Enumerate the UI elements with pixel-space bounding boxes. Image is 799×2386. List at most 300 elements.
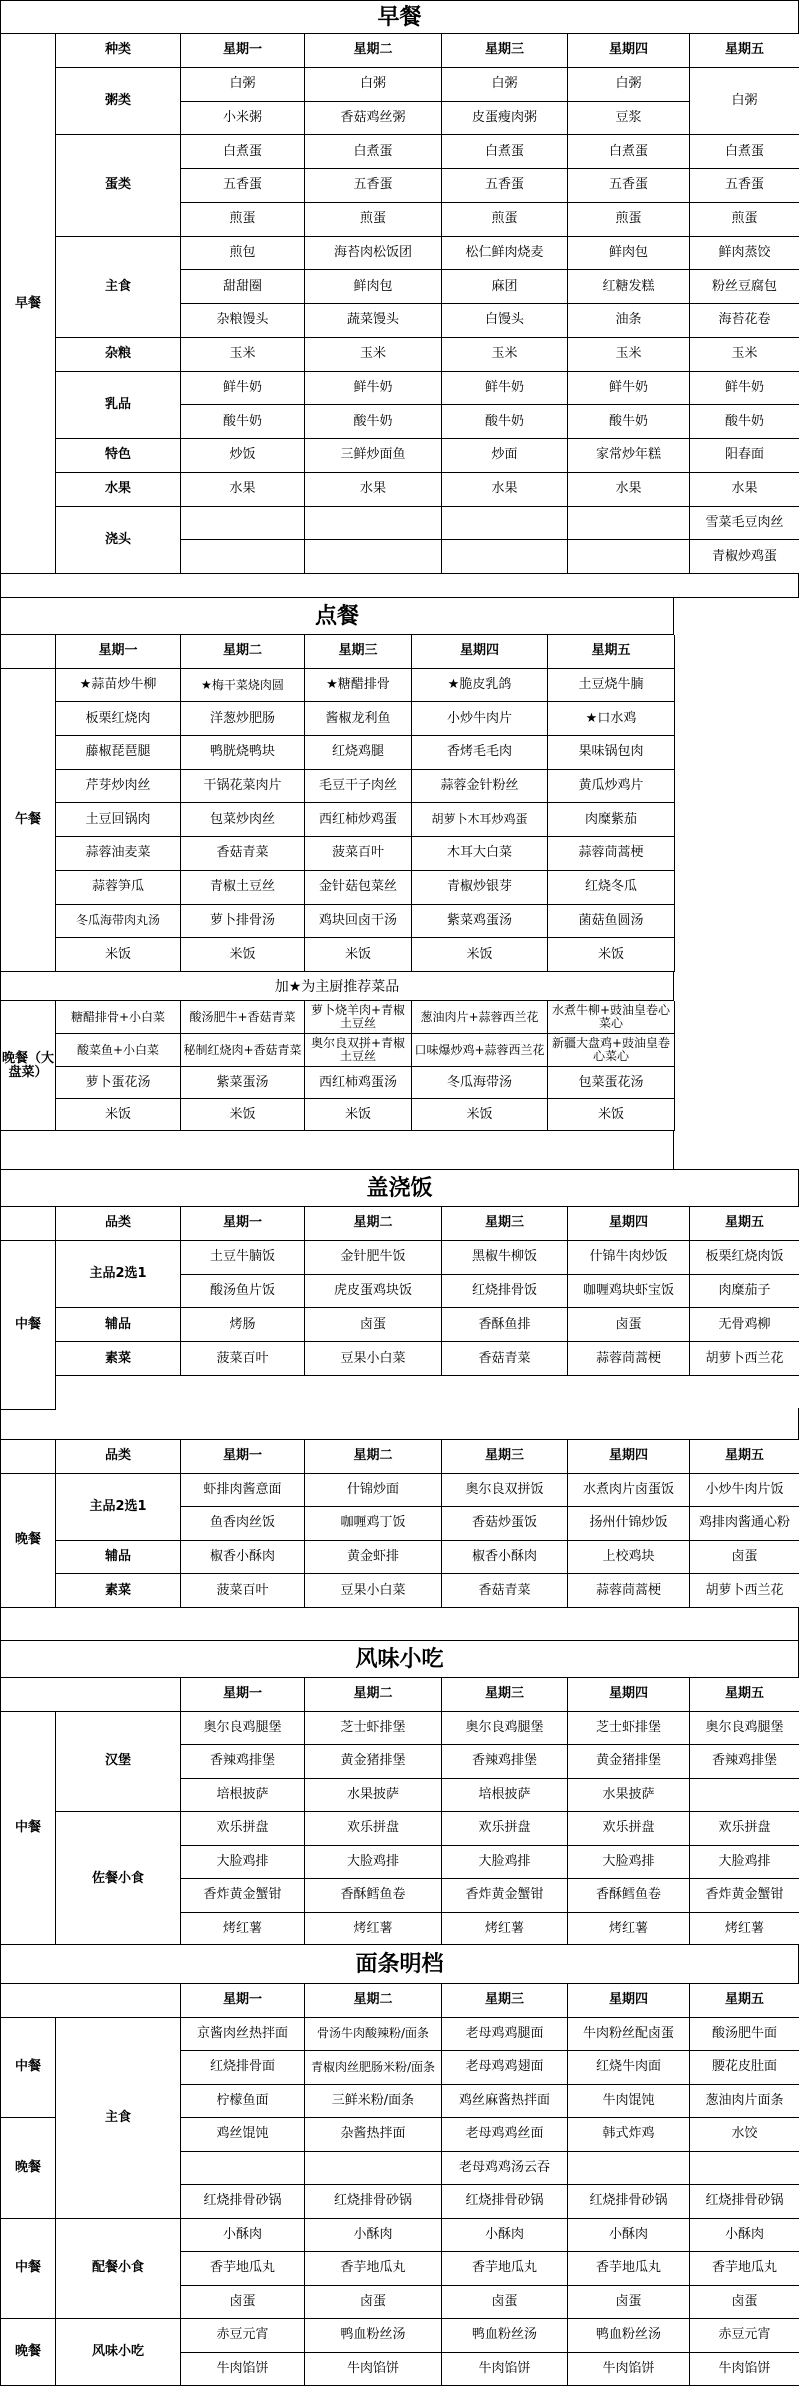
menu-item: 板栗红烧肉 bbox=[56, 702, 181, 736]
menu-item: 水煮牛柳+豉油皇卷心菜心 bbox=[548, 1001, 675, 1034]
menu-item: 白煮蛋 bbox=[181, 135, 305, 169]
menu-item: 五香蛋 bbox=[568, 169, 690, 203]
menu-item: 米饭 bbox=[181, 1099, 305, 1131]
menu-item: 奥尔良鸡腿堡 bbox=[442, 1712, 568, 1746]
menu-item: 水果披萨 bbox=[568, 1779, 690, 1813]
breakfast-table bbox=[0, 33, 799, 574]
menu-item: 奥尔良鸡腿堡 bbox=[181, 1712, 305, 1746]
menu-item: 酸汤鱼片饭 bbox=[181, 1275, 305, 1309]
menu-item: 香芋地瓜丸 bbox=[305, 2252, 442, 2286]
category-label: 配餐小食 bbox=[56, 2219, 181, 2320]
meal-label: 晚餐（大盘菜） bbox=[1, 1001, 56, 1131]
menu-item: 牛肉馅饼 bbox=[568, 2353, 690, 2386]
menu-item: 小酥肉 bbox=[690, 2219, 799, 2253]
menu-item: 白粥 bbox=[181, 68, 305, 102]
column-header: 星期二 bbox=[305, 1984, 442, 2018]
menu-item: ★蒜苗炒牛柳 bbox=[56, 669, 181, 703]
menu-item: 鸡丝麻酱热拌面 bbox=[442, 2085, 568, 2119]
menu-item: 酸汤肥牛+香菇青菜 bbox=[181, 1001, 305, 1034]
menu-item: 板栗红烧肉饭 bbox=[690, 1241, 799, 1275]
menu-item: 酸牛奶 bbox=[690, 405, 799, 439]
category-label: 主品2选1 bbox=[56, 1474, 181, 1541]
empty-cell bbox=[442, 507, 568, 541]
menu-item: 大脸鸡排 bbox=[181, 1846, 305, 1880]
menu-item: 小酥肉 bbox=[442, 2219, 568, 2253]
menu-item: 杂粮馒头 bbox=[181, 304, 305, 338]
menu-item: 金针菇包菜丝 bbox=[305, 871, 412, 905]
menu-item: 水果披萨 bbox=[305, 1779, 442, 1813]
menu-item: 大脸鸡排 bbox=[690, 1846, 799, 1880]
menu-item: 五香蛋 bbox=[305, 169, 442, 203]
menu-item: 白煮蛋 bbox=[690, 135, 799, 169]
category-label: 乳品 bbox=[56, 372, 181, 440]
menu-item: 杂酱热拌面 bbox=[305, 2118, 442, 2152]
meal-label: 中餐 bbox=[1, 1712, 56, 1947]
empty-cell bbox=[181, 540, 305, 574]
menu-item: 白粥 bbox=[690, 68, 799, 136]
menu-item: 金针肥牛饭 bbox=[305, 1241, 442, 1275]
menu-item: 萝卜蛋花汤 bbox=[56, 1067, 181, 1099]
menu-item: 上校鸡块 bbox=[568, 1541, 690, 1575]
category-label: 主品2选1 bbox=[56, 1241, 181, 1309]
menu-item: 香菇鸡丝粥 bbox=[305, 102, 442, 136]
menu-item: 鸡丝馄饨 bbox=[181, 2118, 305, 2152]
menu-item: 牛肉馅饼 bbox=[690, 2353, 799, 2386]
menu-item: 红糖发糕 bbox=[568, 270, 690, 304]
menu-item: 米饭 bbox=[412, 938, 548, 972]
menu-item: 冬瓜海带汤 bbox=[412, 1067, 548, 1099]
menu-item: 鸭血粉丝汤 bbox=[305, 2319, 442, 2353]
menu-item: 香酥鱼排 bbox=[442, 1308, 568, 1342]
column-header: 星期四 bbox=[568, 1207, 690, 1241]
menu-item: 葱油肉片面条 bbox=[690, 2085, 799, 2119]
menu-item: 咖喱鸡块虾宝饭 bbox=[568, 1275, 690, 1309]
menu-item: 小酥肉 bbox=[568, 2219, 690, 2253]
menu-item: 水果 bbox=[690, 473, 799, 507]
menu-item: 老母鸡鸡丝面 bbox=[442, 2118, 568, 2152]
column-header: 星期四 bbox=[568, 1440, 690, 1474]
menu-item: 青椒炒鸡蛋 bbox=[690, 540, 799, 574]
empty-cell bbox=[181, 2152, 305, 2186]
category-label: 水果 bbox=[56, 473, 181, 507]
menu-item: 水果 bbox=[305, 473, 442, 507]
menu-item: 鲜牛奶 bbox=[568, 372, 690, 406]
menu-item: ★脆皮乳鸽 bbox=[412, 669, 548, 703]
menu-item: 红烧排骨砂锅 bbox=[442, 2185, 568, 2219]
menu-item: 香酥鳕鱼卷 bbox=[568, 1879, 690, 1913]
category-label: 特色 bbox=[56, 439, 181, 473]
category-label: 杂粮 bbox=[56, 338, 181, 372]
menu-item: 白粥 bbox=[568, 68, 690, 102]
meal-label: 中餐 bbox=[1, 2219, 56, 2320]
category-label: 主食 bbox=[56, 2018, 181, 2219]
menu-item: 雪菜毛豆肉丝 bbox=[690, 507, 799, 541]
menu-item: 烤红薯 bbox=[690, 1913, 799, 1947]
column-header: 星期三 bbox=[305, 635, 412, 669]
empty-cell bbox=[305, 507, 442, 541]
menu-item: 香芋地瓜丸 bbox=[442, 2252, 568, 2286]
noodle-title: 面条明档 bbox=[0, 1944, 799, 1984]
menu-item: ★口水鸡 bbox=[548, 702, 675, 736]
breakfast-title: 早餐 bbox=[0, 0, 799, 34]
empty-cell bbox=[305, 2152, 442, 2186]
menu-item: 卤蛋 bbox=[305, 1308, 442, 1342]
menu-item: 煎蛋 bbox=[568, 203, 690, 237]
menu-item: 欢乐拼盘 bbox=[568, 1812, 690, 1846]
menu-item: 欢乐拼盘 bbox=[690, 1812, 799, 1846]
column-header: 星期一 bbox=[181, 1207, 305, 1241]
menu-item: 鲜肉包 bbox=[305, 270, 442, 304]
menu-item: 豆果小白菜 bbox=[305, 1342, 442, 1376]
menu-item: 水果 bbox=[568, 473, 690, 507]
menu-item: 菠菜百叶 bbox=[181, 1574, 305, 1608]
category-label: 风味小吃 bbox=[56, 2319, 181, 2386]
menu-item: 红烧排骨砂锅 bbox=[305, 2185, 442, 2219]
menu-item: 香辣鸡排堡 bbox=[690, 1745, 799, 1779]
category-label: 佐餐小食 bbox=[56, 1812, 181, 1946]
column-header: 星期五 bbox=[548, 635, 675, 669]
menu-item: 鸭血粉丝汤 bbox=[442, 2319, 568, 2353]
column-header: 星期三 bbox=[442, 34, 568, 68]
menu-item: 欢乐拼盘 bbox=[305, 1812, 442, 1846]
menu-item: 烤红薯 bbox=[442, 1913, 568, 1947]
menu-item: 酸牛奶 bbox=[181, 405, 305, 439]
menu-item: 白煮蛋 bbox=[305, 135, 442, 169]
menu-item: 口味爆炒鸡+蒜蓉西兰花 bbox=[412, 1034, 548, 1067]
menu-item: 小酥肉 bbox=[181, 2219, 305, 2253]
menu-item: 大脸鸡排 bbox=[305, 1846, 442, 1880]
menu-item: ★梅干菜烧肉圆 bbox=[181, 669, 305, 703]
menu-item: 烤红薯 bbox=[305, 1913, 442, 1947]
menu-item: 蒜蓉笋瓜 bbox=[56, 871, 181, 905]
menu-item: 糖醋排骨+小白菜 bbox=[56, 1001, 181, 1034]
order-dinner-table bbox=[0, 1000, 674, 1131]
empty-cell bbox=[305, 540, 442, 574]
meal-label: 中餐 bbox=[1, 2018, 56, 2119]
menu-item: 京酱肉丝热拌面 bbox=[181, 2018, 305, 2052]
menu-item: 老母鸡鸡汤云吞 bbox=[442, 2152, 568, 2186]
meal-label: 晚餐 bbox=[1, 2319, 56, 2386]
menu-item: 炒饭 bbox=[181, 439, 305, 473]
column-header: 星期四 bbox=[412, 635, 548, 669]
menu-item: 卤蛋 bbox=[690, 2286, 799, 2320]
menu-item: 大脸鸡排 bbox=[568, 1846, 690, 1880]
section-gap bbox=[0, 1130, 674, 1170]
column-header: 星期二 bbox=[305, 34, 442, 68]
rice-dinner-table bbox=[0, 1439, 799, 1608]
menu-item: 西红柿鸡蛋汤 bbox=[305, 1067, 412, 1099]
column-header: 品类 bbox=[56, 1207, 181, 1241]
empty-cell bbox=[568, 540, 690, 574]
menu-item: 豆果小白菜 bbox=[305, 1574, 442, 1608]
menu-item: 胡萝卜木耳炒鸡蛋 bbox=[412, 803, 548, 837]
menu-item: 鱼香肉丝饭 bbox=[181, 1507, 305, 1541]
menu-item: 酸牛奶 bbox=[568, 405, 690, 439]
menu-item: 鸭胱烧鸭块 bbox=[181, 736, 305, 770]
menu-item: 紫菜蛋汤 bbox=[181, 1067, 305, 1099]
menu-item: 牛肉馅饼 bbox=[305, 2353, 442, 2386]
menu-item: 奥尔良双拼饭 bbox=[442, 1474, 568, 1508]
menu-item: 香炸黄金蟹钳 bbox=[181, 1879, 305, 1913]
menu-item: 小米粥 bbox=[181, 102, 305, 136]
menu-item: 红烧冬瓜 bbox=[548, 871, 675, 905]
menu-item: 青椒炒银芽 bbox=[412, 871, 548, 905]
menu-item: 香芋地瓜丸 bbox=[181, 2252, 305, 2286]
menu-item: 鲜牛奶 bbox=[181, 372, 305, 406]
menu-item: 三鲜炒面鱼 bbox=[305, 439, 442, 473]
menu-item: 煎蛋 bbox=[305, 203, 442, 237]
menu-item: 鸡排肉酱通心粉 bbox=[690, 1507, 799, 1541]
menu-item: 蒜蓉油麦菜 bbox=[56, 837, 181, 871]
category-label: 蛋类 bbox=[56, 135, 181, 236]
menu-item: 蒜蓉茼蒿梗 bbox=[568, 1342, 690, 1376]
meal-label: 中餐 bbox=[1, 1241, 56, 1410]
menu-item: 五香蛋 bbox=[690, 169, 799, 203]
empty-cell bbox=[1, 635, 56, 669]
menu-item: 皮蛋瘦肉粥 bbox=[442, 102, 568, 136]
column-header: 星期五 bbox=[690, 1984, 799, 2018]
column-header: 星期五 bbox=[690, 1207, 799, 1241]
menu-item: 香辣鸡排堡 bbox=[181, 1745, 305, 1779]
menu-item: 西红柿炒鸡蛋 bbox=[305, 803, 412, 837]
column-header: 品类 bbox=[56, 1440, 181, 1474]
menu-item: 香菇青菜 bbox=[442, 1342, 568, 1376]
menu-item: ★糖醋排骨 bbox=[305, 669, 412, 703]
menu-item: 米饭 bbox=[548, 1099, 675, 1131]
menu-item: 肉糜茄子 bbox=[690, 1275, 799, 1309]
menu-item: 白煮蛋 bbox=[568, 135, 690, 169]
menu-item: 肉糜紫茄 bbox=[548, 803, 675, 837]
menu-item: 牛肉馅饼 bbox=[181, 2353, 305, 2386]
column-header: 星期二 bbox=[181, 635, 305, 669]
column-header: 星期二 bbox=[305, 1440, 442, 1474]
menu-item: 白煮蛋 bbox=[442, 135, 568, 169]
menu-item: 鲜牛奶 bbox=[690, 372, 799, 406]
menu-item: 冬瓜海带肉丸汤 bbox=[56, 905, 181, 939]
menu-item: 什锦炒面 bbox=[305, 1474, 442, 1508]
menu-item: 腰花皮肚面 bbox=[690, 2051, 799, 2085]
menu-item: 煎蛋 bbox=[442, 203, 568, 237]
menu-item: 松仁鲜肉烧麦 bbox=[442, 237, 568, 271]
menu-item: 米饭 bbox=[305, 938, 412, 972]
menu-item: 鲜牛奶 bbox=[442, 372, 568, 406]
menu-item: 卤蛋 bbox=[690, 1541, 799, 1575]
menu-item: 烤红薯 bbox=[568, 1913, 690, 1947]
menu-item: 酸汤肥牛面 bbox=[690, 2018, 799, 2052]
menu-item: 包菜炒肉丝 bbox=[181, 803, 305, 837]
menu-item: 毛豆干子肉丝 bbox=[305, 770, 412, 804]
section-gap bbox=[0, 1607, 799, 1641]
category-label: 汉堡 bbox=[56, 1712, 181, 1813]
column-header: 星期五 bbox=[690, 1678, 799, 1712]
menu-item: 秘制红烧肉+香菇青菜 bbox=[181, 1034, 305, 1067]
menu-item: 酱椒龙利鱼 bbox=[305, 702, 412, 736]
menu-item: 海苔花卷 bbox=[690, 304, 799, 338]
column-header: 星期三 bbox=[442, 1207, 568, 1241]
menu-item: 老母鸡鸡翅面 bbox=[442, 2051, 568, 2085]
category-label: 素菜 bbox=[56, 1574, 181, 1608]
column-header: 星期一 bbox=[56, 635, 181, 669]
menu-item: 麻团 bbox=[442, 270, 568, 304]
empty-cell bbox=[181, 507, 305, 541]
column-header: 星期二 bbox=[305, 1678, 442, 1712]
menu-item: 欢乐拼盘 bbox=[442, 1812, 568, 1846]
menu-item: 欢乐拼盘 bbox=[181, 1812, 305, 1846]
menu-item: 米饭 bbox=[412, 1099, 548, 1131]
menu-item: 米饭 bbox=[305, 1099, 412, 1131]
empty-cell bbox=[1, 1207, 56, 1241]
menu-item: 鸭血粉丝汤 bbox=[568, 2319, 690, 2353]
menu-item: 卤蛋 bbox=[181, 2286, 305, 2320]
menu-item: 白粥 bbox=[305, 68, 442, 102]
empty-cell bbox=[442, 540, 568, 574]
menu-item: 青椒肉丝肥肠米粉/面条 bbox=[305, 2051, 442, 2085]
menu-item: 煎包 bbox=[181, 237, 305, 271]
menu-item: 黄瓜炒鸡片 bbox=[548, 770, 675, 804]
menu-item: 虾排肉酱意面 bbox=[181, 1474, 305, 1508]
menu-item: 煎蛋 bbox=[690, 203, 799, 237]
menu-item: 烤红薯 bbox=[181, 1913, 305, 1947]
menu-item: 煎蛋 bbox=[181, 203, 305, 237]
column-header: 种类 bbox=[56, 34, 181, 68]
menu-item: 酸牛奶 bbox=[305, 405, 442, 439]
column-header: 星期一 bbox=[181, 1440, 305, 1474]
column-header: 星期四 bbox=[568, 34, 690, 68]
menu-item: 奥尔良鸡腿堡 bbox=[690, 1712, 799, 1746]
menu-item: 赤豆元宵 bbox=[181, 2319, 305, 2353]
menu-item: 小酥肉 bbox=[305, 2219, 442, 2253]
menu-item: 白粥 bbox=[442, 68, 568, 102]
menu-item: 红烧鸡腿 bbox=[305, 736, 412, 770]
menu-item: 米饭 bbox=[56, 1099, 181, 1131]
menu-item: 红烧排骨饭 bbox=[442, 1275, 568, 1309]
menu-item: 炒面 bbox=[442, 439, 568, 473]
column-header: 星期三 bbox=[442, 1440, 568, 1474]
column-header: 星期五 bbox=[690, 34, 799, 68]
menu-item: 牛肉馄饨 bbox=[568, 2085, 690, 2119]
menu-item: 小炒牛肉片饭 bbox=[690, 1474, 799, 1508]
menu-item: 大脸鸡排 bbox=[442, 1846, 568, 1880]
category-label: 辅品 bbox=[56, 1308, 181, 1342]
menu-item: 蒜蓉茼蒿梗 bbox=[568, 1574, 690, 1608]
menu-item: 椒香小酥肉 bbox=[181, 1541, 305, 1575]
menu-item: 白馒头 bbox=[442, 304, 568, 338]
column-header: 星期四 bbox=[568, 1984, 690, 2018]
menu-item: 红烧排骨面 bbox=[181, 2051, 305, 2085]
menu-item: 奥尔良双拼+青椒土豆丝 bbox=[305, 1034, 412, 1067]
order-lunch-table bbox=[0, 634, 674, 972]
snack-table bbox=[0, 1677, 799, 1946]
menu-item: 包菜蛋花汤 bbox=[548, 1067, 675, 1099]
menu-item: 木耳大白菜 bbox=[412, 837, 548, 871]
menu-item: 蒜蓉金针粉丝 bbox=[412, 770, 548, 804]
meal-label: 午餐 bbox=[1, 669, 56, 972]
menu-item: 黑椒牛柳饭 bbox=[442, 1241, 568, 1275]
menu-item: 玉米 bbox=[305, 338, 442, 372]
column-header: 星期五 bbox=[690, 1440, 799, 1474]
menu-item: 蔬菜馒头 bbox=[305, 304, 442, 338]
menu-item: 甜甜圈 bbox=[181, 270, 305, 304]
menu-item: 红烧排骨砂锅 bbox=[568, 2185, 690, 2219]
menu-item: 香菇青菜 bbox=[181, 837, 305, 871]
column-header: 星期三 bbox=[442, 1678, 568, 1712]
menu-item: 红烧牛肉面 bbox=[568, 2051, 690, 2085]
empty-cell bbox=[568, 2152, 690, 2186]
menu-item: 胡萝卜西兰花 bbox=[690, 1342, 799, 1376]
menu-item: 胡萝卜西兰花 bbox=[690, 1574, 799, 1608]
menu-item: 酸菜鱼+小白菜 bbox=[56, 1034, 181, 1067]
menu-item: 香辣鸡排堡 bbox=[442, 1745, 568, 1779]
menu-item: 香芋地瓜丸 bbox=[568, 2252, 690, 2286]
menu-item: 小炒牛肉片 bbox=[412, 702, 548, 736]
empty-cell bbox=[1, 1984, 181, 2018]
menu-item: 柠檬鱼面 bbox=[181, 2085, 305, 2119]
menu-item: 黄金虾排 bbox=[305, 1541, 442, 1575]
category-label: 主食 bbox=[56, 237, 181, 338]
menu-item: 鲜肉包 bbox=[568, 237, 690, 271]
menu-item: 骨汤牛肉酸辣粉/面条 bbox=[305, 2018, 442, 2052]
menu-item: 水果 bbox=[442, 473, 568, 507]
empty-cell bbox=[1, 1440, 56, 1474]
column-header: 星期二 bbox=[305, 1207, 442, 1241]
menu-item: 蒜蓉茼蒿梗 bbox=[548, 837, 675, 871]
menu-item: 萝卜排骨汤 bbox=[181, 905, 305, 939]
menu-item: 酸牛奶 bbox=[442, 405, 568, 439]
menu-item: 鲜肉蒸饺 bbox=[690, 237, 799, 271]
menu-item: 藤椒琵琶腿 bbox=[56, 736, 181, 770]
empty-cell bbox=[690, 2152, 799, 2186]
menu-item: 无骨鸡柳 bbox=[690, 1308, 799, 1342]
menu-item: 培根披萨 bbox=[442, 1779, 568, 1813]
menu-item: 香烤毛毛肉 bbox=[412, 736, 548, 770]
menu-item: 菌菇鱼圆汤 bbox=[548, 905, 675, 939]
menu-item: 烤肠 bbox=[181, 1308, 305, 1342]
menu-item: 新疆大盘鸡+豉油皇卷心菜心 bbox=[548, 1034, 675, 1067]
menu-item: 咖喱鸡丁饭 bbox=[305, 1507, 442, 1541]
menu-item: 扬州什锦炒饭 bbox=[568, 1507, 690, 1541]
column-header: 星期一 bbox=[181, 1984, 305, 2018]
order-title: 点餐 bbox=[0, 597, 674, 635]
meal-label: 早餐 bbox=[1, 34, 56, 574]
menu-item: 香酥鳕鱼卷 bbox=[305, 1879, 442, 1913]
menu-item: 米饭 bbox=[181, 938, 305, 972]
menu-item: 果味锅包肉 bbox=[548, 736, 675, 770]
category-label: 粥类 bbox=[56, 68, 181, 136]
menu-item: 粉丝豆腐包 bbox=[690, 270, 799, 304]
menu-item: 玉米 bbox=[568, 338, 690, 372]
menu-item: 芝士虾排堡 bbox=[305, 1712, 442, 1746]
menu-item: 卤蛋 bbox=[568, 1308, 690, 1342]
empty-cell bbox=[690, 1779, 799, 1813]
menu-item: 米饭 bbox=[56, 938, 181, 972]
menu-item: 黄金猪排堡 bbox=[305, 1745, 442, 1779]
empty-cell bbox=[1, 1678, 181, 1712]
menu-item: 萝卜烧羊肉+青椒土豆丝 bbox=[305, 1001, 412, 1034]
noodle-table bbox=[0, 1983, 799, 2386]
chef-recommend-note: 加★为主厨推荐菜品 bbox=[0, 971, 674, 1001]
rice-lunch-table bbox=[0, 1206, 799, 1410]
menu-item: 什锦牛肉炒饭 bbox=[568, 1241, 690, 1275]
category-label: 辅品 bbox=[56, 1541, 181, 1575]
menu-item: 海苔肉松饭团 bbox=[305, 237, 442, 271]
menu-item: 鲜牛奶 bbox=[305, 372, 442, 406]
menu-item: 红烧排骨砂锅 bbox=[690, 2185, 799, 2219]
menu-item: 培根披萨 bbox=[181, 1779, 305, 1813]
menu-item: 牛肉粉丝配卤蛋 bbox=[568, 2018, 690, 2052]
menu-item: 玉米 bbox=[181, 338, 305, 372]
menu-item: 香芋地瓜丸 bbox=[690, 2252, 799, 2286]
menu-item: 韩式炸鸡 bbox=[568, 2118, 690, 2152]
